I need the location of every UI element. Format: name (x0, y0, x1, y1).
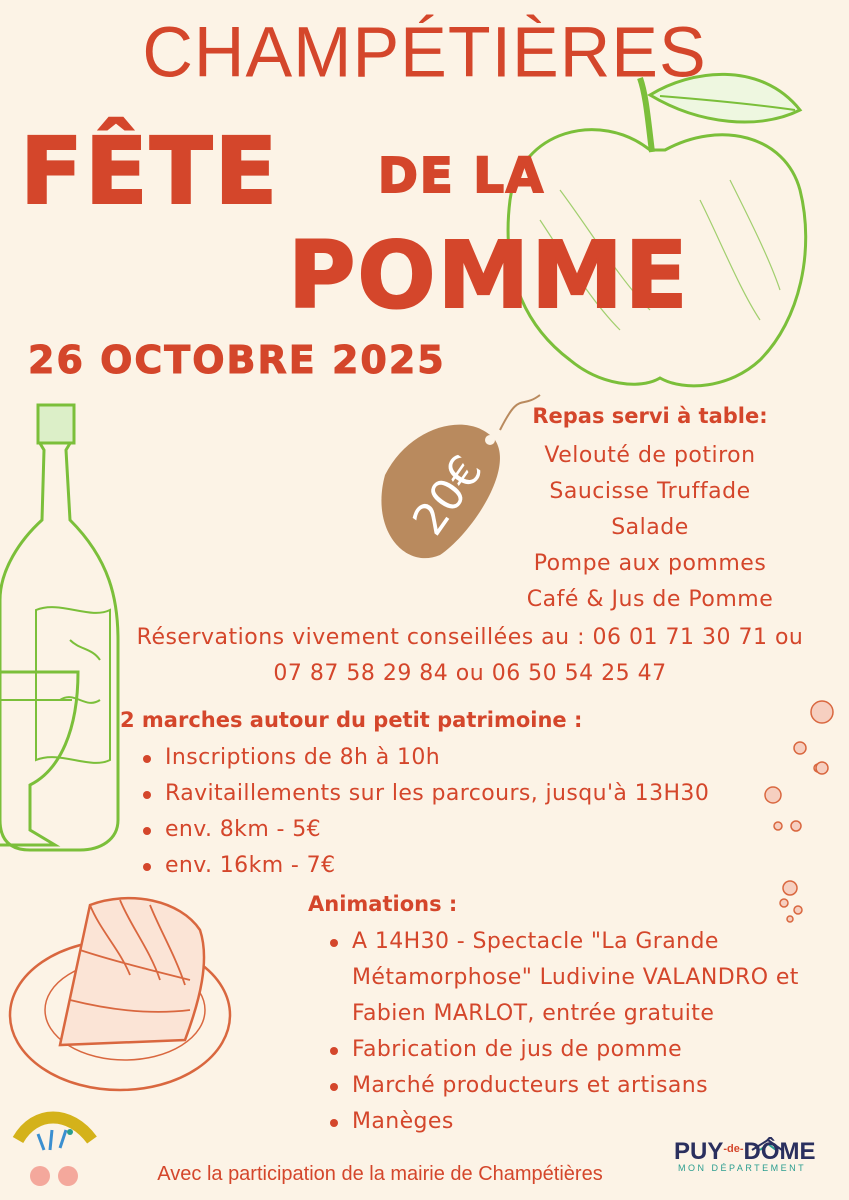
list-item: env. 16km - 7€ (143, 848, 709, 884)
title-fete: FÊTE (20, 118, 280, 225)
reservation-line: 07 87 58 29 84 ou 06 50 54 25 47 (273, 661, 667, 686)
list-item: Inscriptions de 8h à 10h (143, 740, 709, 776)
footer-credit: Avec la participation de la mairie de Champétières (157, 1163, 603, 1185)
marches-list (143, 740, 709, 884)
marches-title: 2 marches autour du petit patrimoine : (120, 708, 583, 732)
department-name (674, 1138, 824, 1166)
menu-title: Repas servi à table: (532, 404, 768, 428)
list-item: Ravitaillements sur les parcours, jusqu'à 13H30 (143, 776, 709, 812)
title-pomme: POMME (288, 222, 690, 329)
list-item: env. 8km - 5€ (143, 812, 709, 848)
logo-text: PUY (674, 1138, 724, 1165)
logo-text: -de- (723, 1143, 744, 1155)
animations-title: Animations : (308, 892, 458, 916)
reservation-line: Réservations vivement conseillées au : 06 01 71 30 71 ou (136, 625, 804, 650)
pie-illustration (10, 898, 230, 1090)
menu-item: Pompe aux pommes (533, 551, 767, 576)
puy-de-dome-logo (674, 1138, 824, 1173)
price-label: 20€ (403, 446, 493, 545)
bubbles (765, 701, 833, 922)
animations-list (330, 924, 830, 1140)
menu-item: Saucisse Truffade (549, 479, 751, 504)
title-de-la: DE LA (378, 148, 546, 204)
logo-text: DÔME (743, 1138, 816, 1165)
menu-item: Salade (611, 515, 689, 540)
town-title: CHAMPÉTIÈRES (142, 12, 707, 92)
department-tagline: MON DÉPARTEMENT (678, 1163, 807, 1173)
list-item: Manèges (330, 1104, 830, 1140)
list-item: A 14H30 - Spectacle "La Grande Métamorphose" Ludivine VALANDRO et Fabien MARLOT, entrée gratuite (330, 924, 830, 1032)
list-item: Fabrication de jus de pomme (330, 1032, 830, 1068)
event-date: 26 OCTOBRE 2025 (28, 338, 446, 382)
menu-list (470, 438, 830, 618)
menu-item: Café & Jus de Pomme (526, 587, 774, 612)
reservation-info (100, 620, 840, 692)
menu-item: Velouté de potiron (544, 443, 756, 468)
list-item: Marché producteurs et artisans (330, 1068, 830, 1104)
